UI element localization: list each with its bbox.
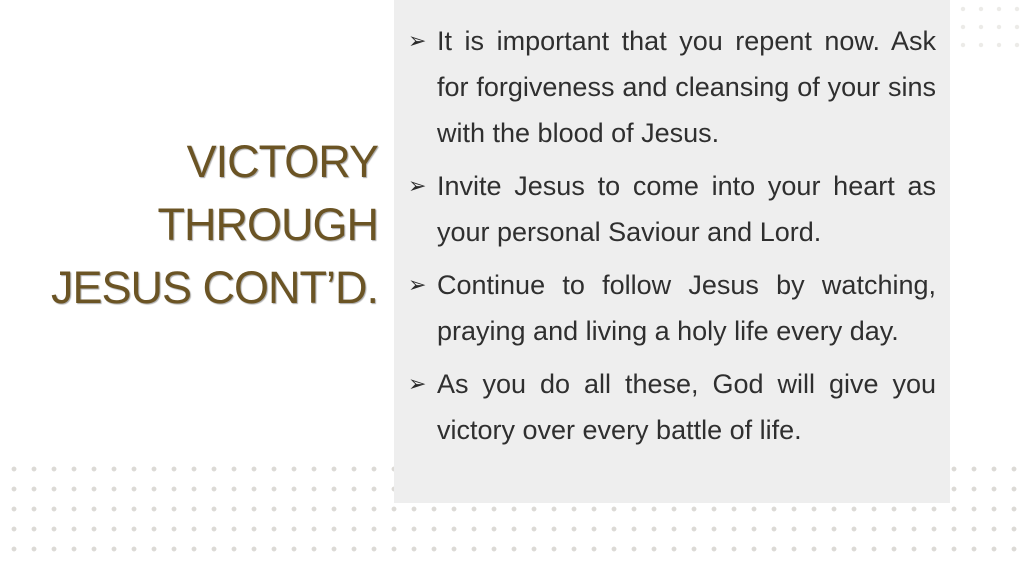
bullet-item [408,163,936,255]
arrow-bullet-icon: ➢ [408,371,427,396]
bullet-item [408,18,936,156]
bullet-item [408,361,936,453]
title-line-3: JESUS CONT’D. [50,262,378,313]
bullet-text: Invite Jesus to come into your heart as your personal Saviour and Lord. [437,171,936,247]
bullet-text: Continue to follow Jesus by watching, praying and living a holy life every day. [437,270,936,346]
title-line-2: THROUGH [157,199,378,250]
bullet-list [408,18,936,460]
arrow-bullet-icon: ➢ [408,272,427,297]
slide-title [0,130,378,319]
arrow-bullet-icon: ➢ [408,173,427,198]
bullet-text: It is important that you repent now. Ask for forgiveness and cleansing of your sins with the blood of Jesus. [437,26,936,148]
title-line-1: VICTORY [186,136,378,187]
bullet-text: As you do all these, God will give you victory over every battle of life. [437,369,936,445]
arrow-bullet-icon: ➢ [408,28,427,53]
dot-pattern-decoration-top [954,0,1024,60]
bullet-item [408,262,936,354]
